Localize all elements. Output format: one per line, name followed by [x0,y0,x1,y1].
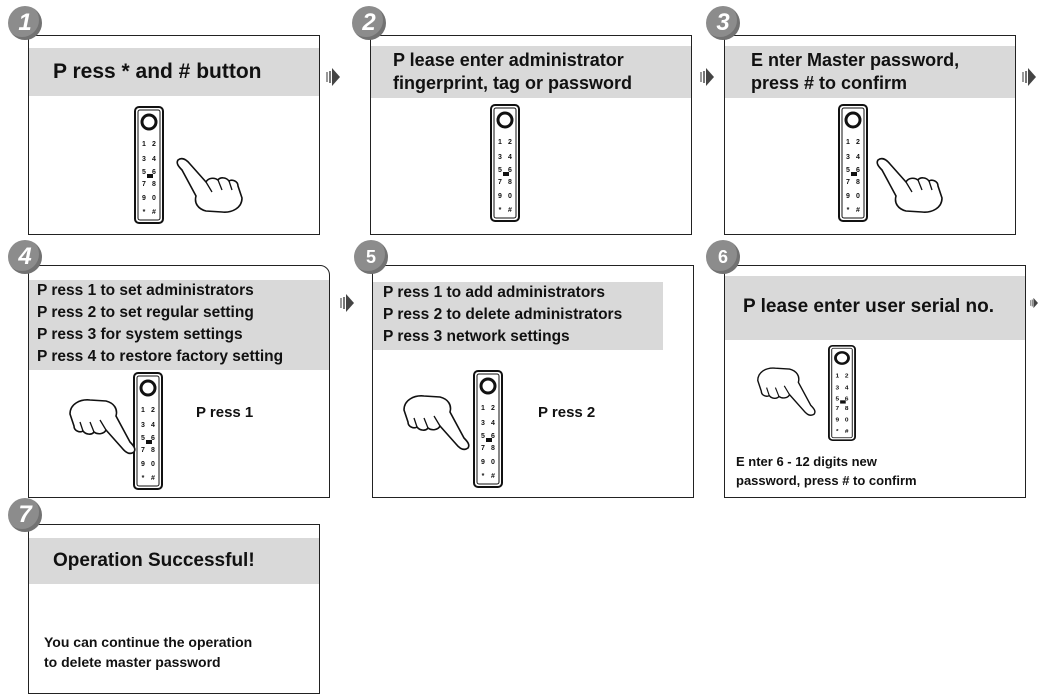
pointing-hand-icon [68,398,136,456]
step-4-header-line-4: P ress 4 to restore factory setting [37,348,284,365]
step-4-badge: 4 [8,240,42,274]
keypad-device-icon [134,106,164,224]
step-6-header-text: P lease enter user serial no. [743,296,995,317]
keypad-device-icon [490,104,520,222]
step-7-caption-line-1: You can continue the operation [44,634,253,650]
step-2-header [371,46,691,98]
step-3-header-line-2: press # to confirm [751,73,908,93]
step-7-header-text: Operation Successful! [53,550,255,571]
step-2-badge: 2 [352,6,386,40]
step-5-header-line-2: P ress 2 to delete administrators [383,306,623,323]
keypad-device-icon [133,372,163,490]
pointing-hand-icon [876,156,944,214]
next-arrow-icon [1022,66,1036,88]
step-4-header-line-3: P ress 3 for system settings [37,326,243,343]
step-4-header-line-2: P ress 2 to set regular setting [37,304,254,321]
step-7-badge: 7 [8,498,42,532]
step-6-caption-line-2: password, press # to confirm [736,473,917,488]
step-5-caption: P ress 2 [538,404,596,421]
step-3-badge: 3 [706,6,740,40]
next-arrow-icon [326,66,340,88]
step-1-badge: 1 [8,6,42,40]
step-6-badge: 6 [706,240,740,274]
step-2-header-line-2: fingerprint, tag or password [393,73,633,93]
step-6-caption-line-1: E nter 6 - 12 digits new [736,454,877,469]
keypad-device-icon [473,370,503,488]
step-7-caption [44,632,252,672]
step-6-caption [736,452,917,490]
step-5-header-line-3: P ress 3 network settings [383,328,570,345]
step-3-header [725,46,1015,98]
pointing-hand-icon [756,366,816,418]
step-1-header [29,48,319,96]
step-4-caption: P ress 1 [196,404,254,421]
step-5-badge: 5 [354,240,388,274]
step-2-header-line-1: P lease enter administrator [393,50,624,70]
keypad-device-icon [828,345,856,441]
keypad-device-icon [838,104,868,222]
step-5-header-line-1: P ress 1 to add administrators [383,284,605,301]
next-arrow-icon [1030,292,1038,314]
step-1-header-text: P ress * and # button [53,60,262,83]
step-6-header [725,276,1025,340]
pointing-hand-icon [402,394,470,452]
next-arrow-icon [700,66,714,88]
step-4-header [29,280,329,370]
step-5-header [373,282,663,350]
step-4-header-line-1: P ress 1 to set administrators [37,282,254,299]
step-7-header [29,538,319,584]
step-3-header-line-1: E nter Master password, [751,50,960,70]
next-arrow-icon [340,292,354,314]
step-7-caption-line-2: to delete master password [44,654,221,670]
pointing-hand-icon [176,156,244,214]
